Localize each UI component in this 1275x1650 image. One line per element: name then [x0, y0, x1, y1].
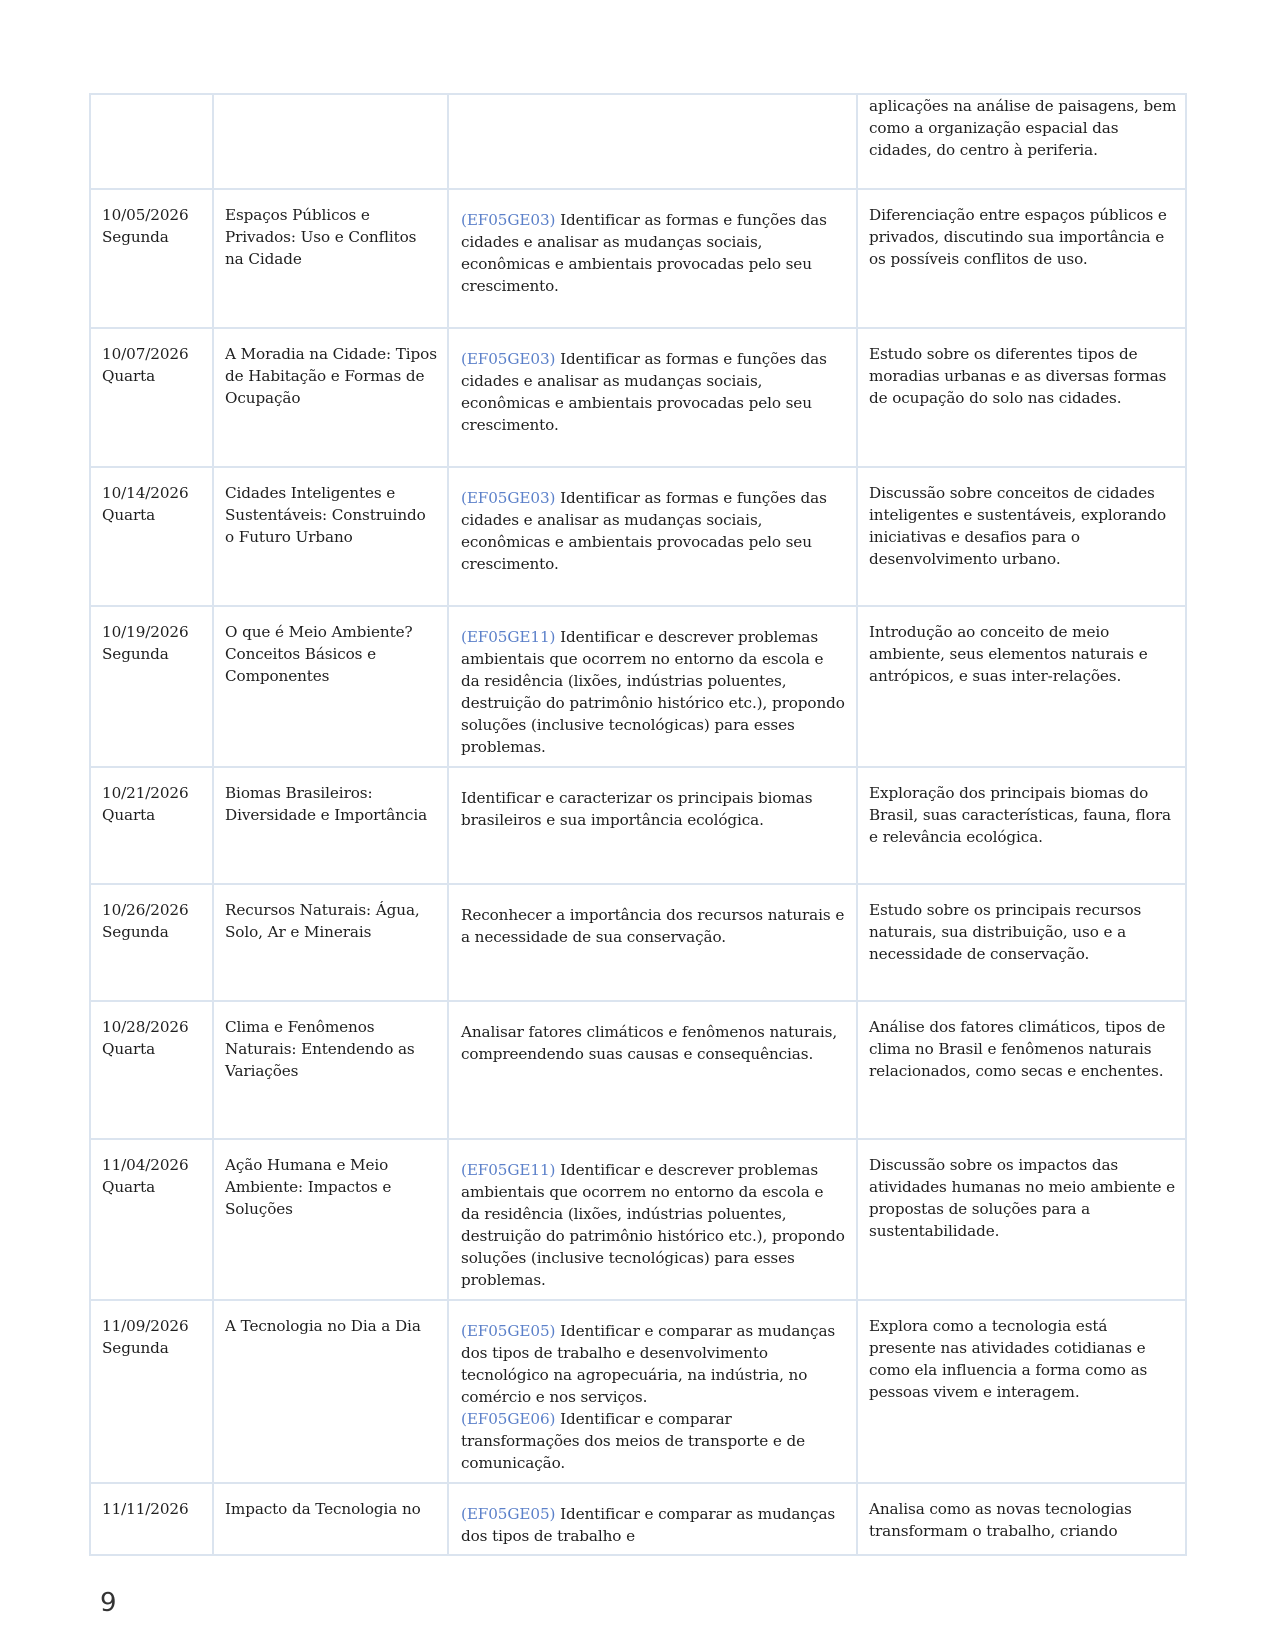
lesson-description: Explora como a tecnologia está presente nas atividades cotidianas e como ela influencia a forma como as pessoas vivem e interagem.: [869, 1317, 1148, 1401]
date-cell: [90, 1139, 213, 1300]
skill-entry: [461, 789, 812, 829]
description-cell: [857, 467, 1186, 606]
description-cell: [857, 1300, 1186, 1483]
topic-cell: [213, 1139, 448, 1300]
lesson-weekday: Quarta: [102, 806, 156, 824]
lesson-weekday: Segunda: [102, 1339, 169, 1357]
lesson-weekday: Quarta: [102, 367, 156, 385]
skills-cell: [448, 328, 857, 467]
lesson-weekday: Quarta: [102, 1040, 156, 1058]
skills-cell: [448, 1483, 857, 1555]
lesson-topic: Biomas Brasileiros: Diversidade e Importância: [225, 784, 428, 824]
topic-cell: [213, 884, 448, 1001]
description-cell: [857, 1483, 1186, 1555]
skills-cell: [448, 767, 857, 884]
table-row: [90, 606, 1186, 767]
topic-cell: [213, 1001, 448, 1139]
skill-entry: [461, 350, 827, 434]
lesson-date: 10/26/2026: [102, 901, 189, 919]
description-cell: [857, 1001, 1186, 1139]
date-cell: [90, 467, 213, 606]
table-row: [90, 1300, 1186, 1483]
table-row: [90, 467, 1186, 606]
description-cell: [857, 189, 1186, 328]
lesson-date: 10/21/2026: [102, 784, 189, 802]
topic-cell: [213, 328, 448, 467]
bncc-code-link[interactable]: (EF05GE06): [461, 1410, 556, 1428]
lesson-description: Exploração dos principais biomas do Brasil, suas características, fauna, flora e relevância ecológica.: [869, 784, 1171, 846]
topic-cell: [213, 767, 448, 884]
skill-entry: [461, 211, 827, 295]
skill-entry: [461, 1023, 837, 1063]
bncc-code-link[interactable]: (EF05GE03): [461, 211, 556, 229]
skill-text: Identificar as formas e funções das cidades e analisar as mudanças sociais, econômicas e ambientais provocadas pelo seu crescimento.: [461, 350, 827, 434]
skills-cell: [448, 884, 857, 1001]
date-cell: [90, 1300, 213, 1483]
lesson-plan-table: [89, 93, 1187, 1556]
bncc-code-link[interactable]: (EF05GE03): [461, 489, 556, 507]
skill-text: Identificar as formas e funções das cidades e analisar as mudanças sociais, econômicas e ambientais provocadas pelo seu crescimento.: [461, 211, 827, 295]
table-row: [90, 767, 1186, 884]
bncc-code-link[interactable]: (EF05GE03): [461, 350, 556, 368]
lesson-date: 11/09/2026: [102, 1317, 189, 1335]
table-row: [90, 189, 1186, 328]
skill-text: Reconhecer a importância dos recursos naturais e a necessidade de sua conservação.: [461, 906, 845, 946]
topic-cell: [213, 467, 448, 606]
lesson-description: Discussão sobre conceitos de cidades inteligentes e sustentáveis, explorando iniciativas e desafios para o desenvolvimento urbano.: [869, 484, 1167, 568]
date-cell: [90, 767, 213, 884]
lesson-date: 10/14/2026: [102, 484, 189, 502]
lesson-topic: Espaços Públicos e Privados: Uso e Conflitos na Cidade: [225, 206, 417, 268]
date-cell: [90, 94, 213, 189]
lesson-description: aplicações na análise de paisagens, bem como a organização espacial das cidades, do centro à periferia.: [869, 97, 1177, 159]
description-cell: [857, 1139, 1186, 1300]
skill-text: Identificar e comparar as mudanças dos tipos de trabalho e: [461, 1505, 836, 1545]
skills-cell: [448, 1139, 857, 1300]
lesson-topic: Clima e Fenômenos Naturais: Entendendo as Variações: [225, 1018, 415, 1080]
skill-text: Identificar as formas e funções das cidades e analisar as mudanças sociais, econômicas e ambientais provocadas pelo seu crescimento.: [461, 489, 827, 573]
skill-entry: [461, 1161, 845, 1289]
bncc-code-link[interactable]: (EF05GE05): [461, 1505, 556, 1523]
skill-entry: [461, 1505, 835, 1545]
skill-entry: [461, 1322, 835, 1406]
description-cell: [857, 767, 1186, 884]
lesson-topic: Ação Humana e Meio Ambiente: Impactos e Soluções: [225, 1156, 392, 1218]
topic-cell: [213, 189, 448, 328]
lesson-topic: Impacto da Tecnologia no: [225, 1500, 421, 1518]
skills-cell: [448, 467, 857, 606]
lesson-date: 10/07/2026: [102, 345, 189, 363]
lesson-topic: O que é Meio Ambiente? Conceitos Básicos e Componentes: [225, 623, 413, 685]
skills-cell: [448, 1001, 857, 1139]
lesson-topic: [214, 95, 447, 109]
bncc-code-link[interactable]: (EF05GE11): [461, 1161, 556, 1179]
skill-text: Identificar e descrever problemas ambientais que ocorrem no entorno da escola e da residência (lixões, indústrias poluentes, destruição do patrimônio histórico etc.), propondo soluções (inclusive tecnológicas) para esses problemas.: [461, 1161, 845, 1289]
description-cell: [857, 606, 1186, 767]
lesson-weekday: Segunda: [102, 645, 169, 663]
lesson-description: Diferenciação entre espaços públicos e privados, discutindo sua importância e os possíveis conflitos de uso.: [869, 206, 1167, 268]
topic-cell: [213, 606, 448, 767]
description-cell: [857, 94, 1186, 189]
skill-entry: [461, 628, 845, 756]
lesson-date: 11/11/2026: [102, 1500, 189, 1518]
table-row: [90, 1483, 1186, 1555]
table-row: [90, 884, 1186, 1001]
lesson-weekday: Quarta: [102, 1178, 156, 1196]
skill-entry: [461, 1410, 805, 1472]
skill-text: Identificar e descrever problemas ambientais que ocorrem no entorno da escola e da residência (lixões, indústrias poluentes, destruição do patrimônio histórico etc.), propondo soluções (inclusive tecnológicas) para esses problemas.: [461, 628, 845, 756]
skills-cell: [448, 94, 857, 189]
lesson-date: 11/04/2026: [102, 1156, 189, 1174]
lesson-weekday: Quarta: [102, 506, 156, 524]
lesson-date: 10/05/2026: [102, 206, 189, 224]
skill-entry: [461, 489, 827, 573]
page-number: 9: [100, 1588, 117, 1618]
date-cell: [90, 189, 213, 328]
table-row: [90, 94, 1186, 189]
bncc-code-link[interactable]: (EF05GE05): [461, 1322, 556, 1340]
date-cell: [90, 1001, 213, 1139]
lesson-description: Estudo sobre os principais recursos naturais, sua distribuição, uso e a necessidade de conservação.: [869, 901, 1142, 963]
lesson-weekday: Segunda: [102, 923, 169, 941]
date-cell: [90, 328, 213, 467]
table-row: [90, 1139, 1186, 1300]
skill-entry: [461, 906, 844, 946]
skill-text: Identificar e caracterizar os principais biomas brasileiros e sua importância ecológica.: [461, 789, 813, 829]
lesson-description: Introdução ao conceito de meio ambiente, seus elementos naturais e antrópicos, e suas inter-relações.: [869, 623, 1148, 685]
description-cell: [857, 328, 1186, 467]
topic-cell: [213, 1300, 448, 1483]
lesson-topic: Recursos Naturais: Água, Solo, Ar e Minerais: [225, 901, 420, 941]
lesson-date: 10/28/2026: [102, 1018, 189, 1036]
date-cell: [90, 1483, 213, 1555]
date-cell: [90, 606, 213, 767]
table-row: [90, 328, 1186, 467]
table-row: [90, 1001, 1186, 1139]
lesson-description: Análise dos fatores climáticos, tipos de clima no Brasil e fenômenos naturais relacionados, como secas e enchentes.: [869, 1018, 1166, 1080]
skill-text: Identificar e comparar as mudanças dos tipos de trabalho e desenvolvimento tecnológico na agropecuária, na indústria, no comércio e nos serviços.: [461, 1322, 836, 1406]
lesson-topic: Cidades Inteligentes e Sustentáveis: Construindo o Futuro Urbano: [225, 484, 426, 546]
skills-cell: [448, 1300, 857, 1483]
lesson-topic: A Tecnologia no Dia a Dia: [225, 1317, 421, 1335]
lesson-description: Analisa como as novas tecnologias transformam o trabalho, criando: [869, 1500, 1132, 1540]
topic-cell: [213, 1483, 448, 1555]
bncc-code-link[interactable]: (EF05GE11): [461, 628, 556, 646]
lesson-description: Discussão sobre os impactos das atividades humanas no meio ambiente e propostas de soluções para a sustentabilidade.: [869, 1156, 1176, 1240]
skills-cell: [448, 606, 857, 767]
lesson-date: 10/19/2026: [102, 623, 189, 641]
date-cell: [90, 884, 213, 1001]
lesson-plan-body: [90, 94, 1186, 1555]
skill-text: Identificar e comparar transformações dos meios de transporte e de comunicação.: [461, 1410, 806, 1472]
lesson-topic: A Moradia na Cidade: Tipos de Habitação e Formas de Ocupação: [225, 345, 437, 407]
description-cell: [857, 884, 1186, 1001]
topic-cell: [213, 94, 448, 189]
lesson-description: Estudo sobre os diferentes tipos de moradias urbanas e as diversas formas de ocupação do solo nas cidades.: [869, 345, 1167, 407]
skills-cell: [448, 189, 857, 328]
lesson-weekday: Segunda: [102, 228, 169, 246]
skill-text: Analisar fatores climáticos e fenômenos naturais, compreendendo suas causas e consequências.: [461, 1023, 838, 1063]
